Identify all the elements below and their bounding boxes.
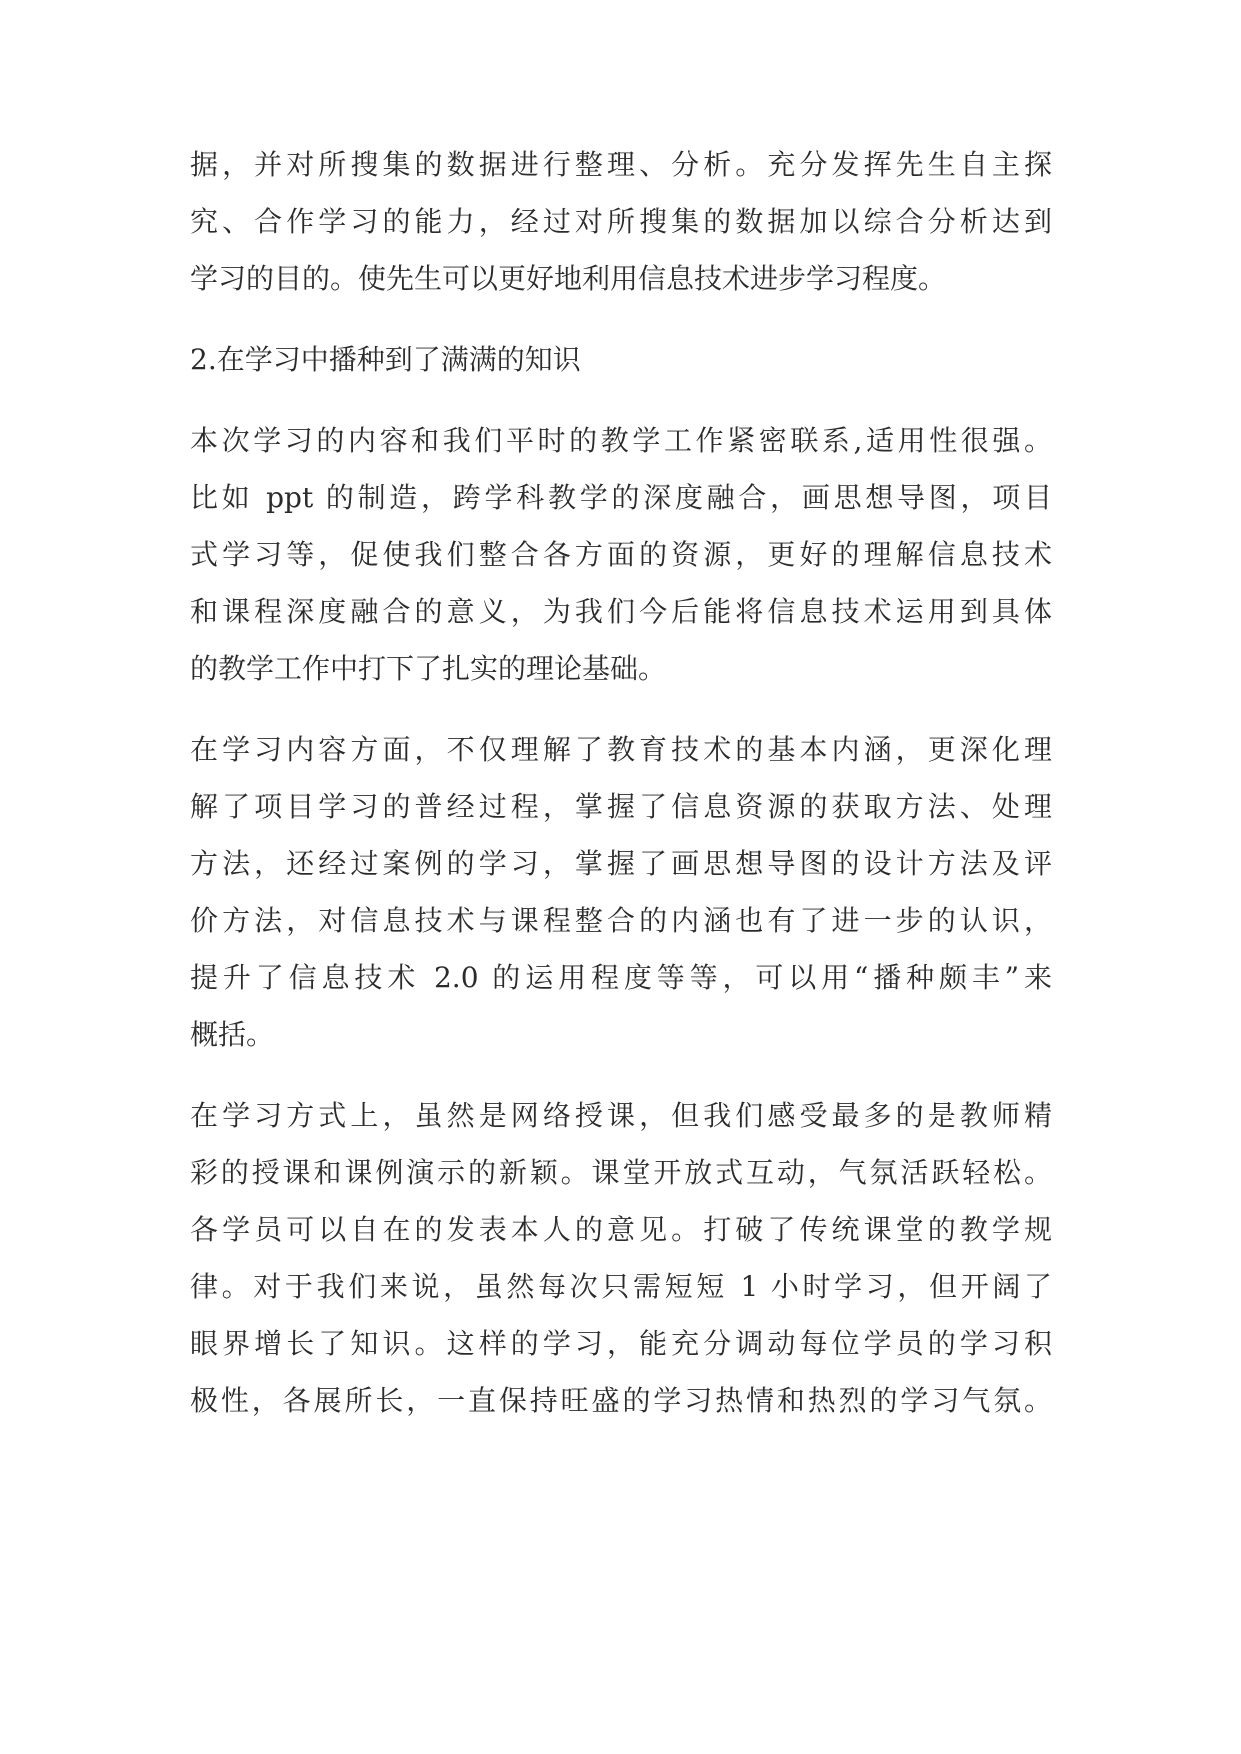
paragraph-4-line-3: 各学员可以自在的发表本人的意见。打破了传统课堂的教学规: [190, 1213, 1052, 1246]
paragraph-1-line-1: 据，并对所搜集的数据进行整理、分析。充分发挥先生自主探: [190, 148, 1052, 181]
paragraph-1-line-2: 究、合作学习的能力，经过对所搜集的数据加以综合分析达到: [190, 205, 1052, 238]
paragraph-2-line-2: 比如 ppt 的制造，跨学科教学的深度融合，画思想导图，项目: [190, 481, 1052, 514]
paragraph-4-line-1: 在学习方式上，虽然是网络授课，但我们感受最多的是教师精: [190, 1099, 1052, 1132]
paragraph-3-line-6: 概括。: [190, 1018, 275, 1051]
paragraph-2-line-5: 的教学工作中打下了扎实的理论基础。: [190, 652, 667, 685]
paragraph-3-line-5: 提升了信息技术 2.0 的运用程度等等，可以用“播种颇丰”来: [190, 961, 1052, 994]
paragraph-4-line-2: 彩的授课和课例演示的新颖。课堂开放式互动，气氛活跃轻松。: [190, 1156, 1052, 1189]
paragraph-4-line-5: 眼界增长了知识。这样的学习，能充分调动每位学员的学习积: [190, 1327, 1052, 1360]
paragraph-2-line-3: 式学习等，促使我们整合各方面的资源，更好的理解信息技术: [190, 538, 1052, 571]
paragraph-3-line-1: 在学习内容方面，不仅理解了教育技术的基本内涵，更深化理: [190, 733, 1052, 766]
paragraph-2-line-4: 和课程深度融合的意义，为我们今后能将信息技术运用到具体: [190, 595, 1052, 628]
paragraph-3-line-4: 价方法，对信息技术与课程整合的内涵也有了进一步的认识，: [190, 904, 1052, 937]
paragraph-2-line-1: 本次学习的内容和我们平时的教学工作紧密联系,适用性很强。: [190, 424, 1052, 457]
section-heading: 2.在学习中播种到了满满的知识: [190, 343, 581, 376]
paragraph-3-line-2: 解了项目学习的普经过程，掌握了信息资源的获取方法、处理: [190, 790, 1052, 823]
paragraph-4-line-4: 律。对于我们来说，虽然每次只需短短 1 小时学习，但开阔了: [190, 1270, 1052, 1303]
paragraph-3-line-3: 方法，还经过案例的学习，掌握了画思想导图的设计方法及评: [190, 847, 1052, 880]
paragraph-4-line-6: 极性，各展所长，一直保持旺盛的学习热情和热烈的学习气氛。: [190, 1384, 1052, 1417]
paragraph-1-line-3: 学习的目的。使先生可以更好地利用信息技术进步学习程度。: [190, 262, 947, 295]
